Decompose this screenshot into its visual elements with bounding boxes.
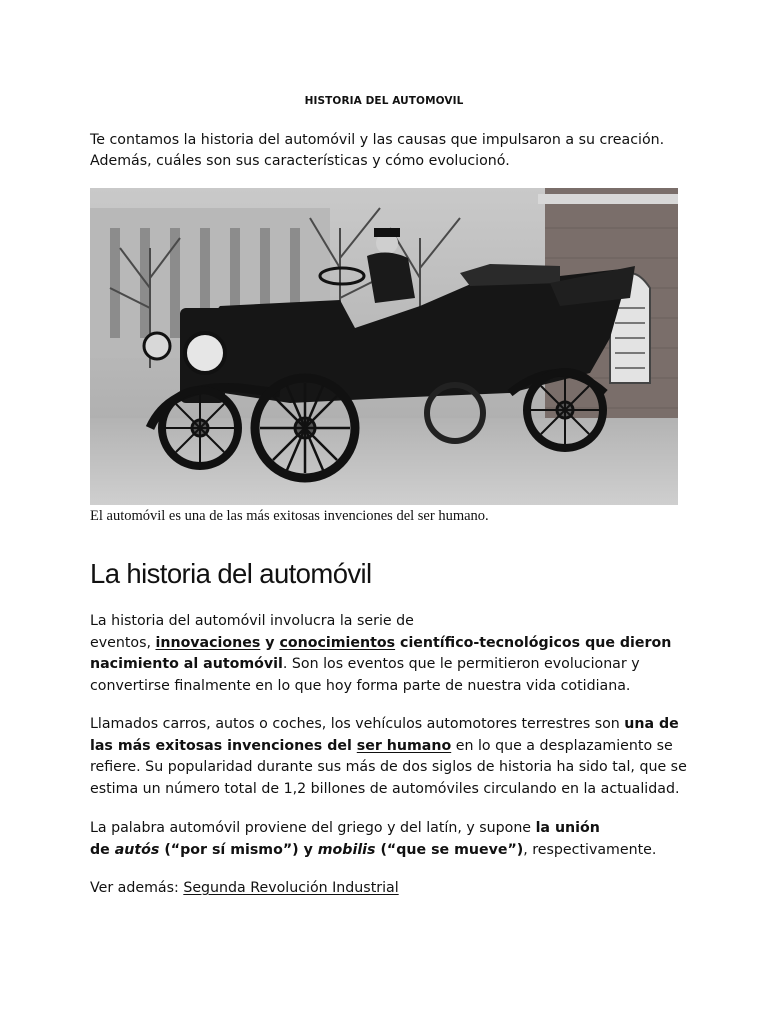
paragraph-line: refiere. Su popularidad durante sus más de dos siglos de historia ha sido tal, que se — [90, 759, 687, 775]
paragraph-line — [90, 818, 690, 840]
text-run: Llamados carros, autos o coches, los vehículos automotores terrestres son — [90, 716, 625, 732]
text-run: una de — [624, 716, 679, 732]
see-also — [90, 878, 690, 900]
text-run: y — [260, 634, 280, 651]
text-run: en lo que a desplazamiento se — [451, 737, 673, 754]
paragraph-line — [90, 633, 690, 655]
link-conocimientos[interactable]: conocimientos — [279, 634, 396, 651]
link-ser-humano[interactable]: ser humano — [356, 737, 452, 754]
text-run: nacimiento al automóvil — [90, 656, 283, 672]
section-heading: La historia del automóvil — [90, 558, 372, 589]
paragraph-line: estima un número total de 1,2 billones de automóviles circulando en la actualidad. — [90, 780, 680, 797]
paragraph-popularity — [90, 714, 690, 800]
paragraph-history — [90, 611, 690, 697]
paragraph-line: La historia del automóvil involucra la serie de — [90, 613, 414, 629]
paragraph-etymology — [90, 818, 690, 861]
text-run: . Son los eventos que le permitieron evolucionar y — [282, 656, 640, 672]
text-run: las más exitosas invenciones del — [90, 737, 357, 754]
wheel-front — [255, 378, 355, 478]
paragraph-line — [90, 736, 690, 758]
vintage-car-photo — [90, 188, 678, 505]
text-run: (“que se mueve”) — [375, 841, 524, 858]
intro-line: Además, cuáles son sus características y cómo evolucionó. — [90, 153, 510, 169]
text-run: autós — [114, 841, 160, 858]
vintage-car-illustration — [90, 188, 678, 505]
text-run: mobilis — [317, 841, 376, 858]
image-caption: El automóvil es una de las más exitosas invenciones del ser humano. — [90, 508, 489, 524]
intro-line: Te contamos la historia del automóvil y las causas que impulsaron a su creación. — [90, 132, 665, 148]
text-run: la unión — [535, 820, 600, 836]
intro-paragraph — [90, 130, 690, 172]
text-run: eventos, — [90, 634, 156, 651]
paragraph-line — [90, 840, 690, 862]
text-run: La palabra automóvil proviene del griego y del latín, y supone — [90, 820, 536, 836]
paragraph-line: convertirse finalmente en lo que hoy forma parte de nuestra vida cotidiana. — [90, 677, 631, 694]
document-title: HISTORIA DEL AUTOMOVIL — [304, 95, 464, 107]
paragraph-line — [90, 654, 690, 676]
paragraph-line — [90, 714, 690, 736]
text-run: científico-tecnológicos que dieron — [395, 634, 672, 651]
text-run: de — [90, 841, 115, 858]
text-run: (“por sí mismo”) y — [159, 841, 318, 858]
text-run: , respectivamente. — [523, 841, 657, 858]
paragraph-line — [90, 878, 690, 900]
see-also-prefix: Ver además: — [90, 880, 184, 896]
link-segunda-revolucion-industrial[interactable]: Segunda Revolución Industrial — [183, 880, 399, 896]
link-innovaciones[interactable]: innovaciones — [155, 634, 261, 651]
